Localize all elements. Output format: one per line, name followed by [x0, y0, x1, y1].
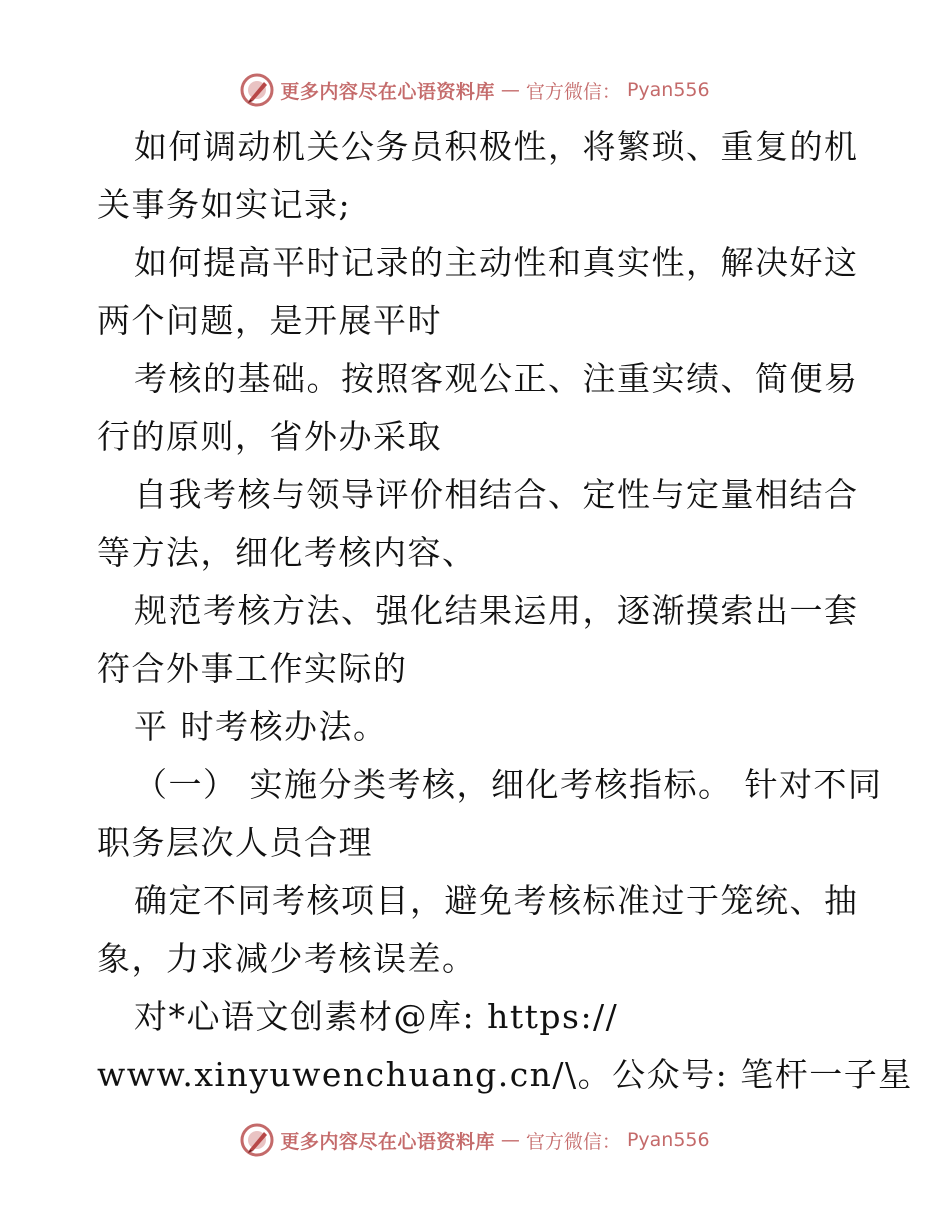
watermark-text: 更多内容尽在心语资料库	[280, 1130, 495, 1153]
watermark-id: Pyan556	[626, 79, 710, 101]
text-line: 如何调动机关公务员积极性，将繁琐、重复的机	[134, 127, 859, 166]
pen-logo-icon	[240, 73, 274, 107]
watermark-text: 更多内容尽在心语资料库	[280, 80, 495, 103]
text-line: 象，力求减少考核误差。	[97, 939, 477, 978]
text-line: 考核的基础。按照客观公正、注重实绩、简便易	[134, 359, 859, 398]
text-line: www.xinyuwenchuang.cn/\。公众号: 笔杆一子星	[97, 1055, 913, 1094]
text-line: 两个问题，是开展平时	[97, 301, 442, 340]
section-heading: （一） 实施分类考核，细化考核指标。 针对不同	[134, 765, 883, 804]
document-body	[97, 118, 913, 1104]
pen-logo-icon	[240, 1123, 274, 1157]
text-line: 等方法，细化考核内容、	[97, 533, 477, 572]
text-line: 行的原则，省外办采取	[97, 417, 442, 456]
text-line: 对*心语文创素材@库: https://	[134, 997, 619, 1036]
text-line: 关事务如实记录;	[97, 185, 352, 224]
header-watermark	[0, 70, 950, 110]
watermark-separator: —	[500, 79, 520, 101]
text-line: 平 时考核办法。	[134, 707, 388, 746]
watermark-separator: —	[500, 1129, 520, 1151]
watermark-label: 官方微信：	[525, 80, 621, 103]
watermark-label: 官方微信：	[525, 1130, 621, 1153]
text-line: 规范考核方法、强化结果运用，逐渐摸索出一套	[134, 591, 859, 630]
text-line: 符合外事工作实际的	[97, 649, 408, 688]
watermark-id: Pyan556	[626, 1129, 710, 1151]
text-line: 确定不同考核项目，避免考核标准过于笼统、抽	[134, 881, 859, 920]
text-line: 自我考核与领导评价相结合、定性与定量相结合	[134, 475, 859, 514]
text-line: 如何提高平时记录的主动性和真实性，解决好这	[134, 243, 859, 282]
text-line: 职务层次人员合理	[97, 823, 373, 862]
footer-watermark	[0, 1120, 950, 1160]
